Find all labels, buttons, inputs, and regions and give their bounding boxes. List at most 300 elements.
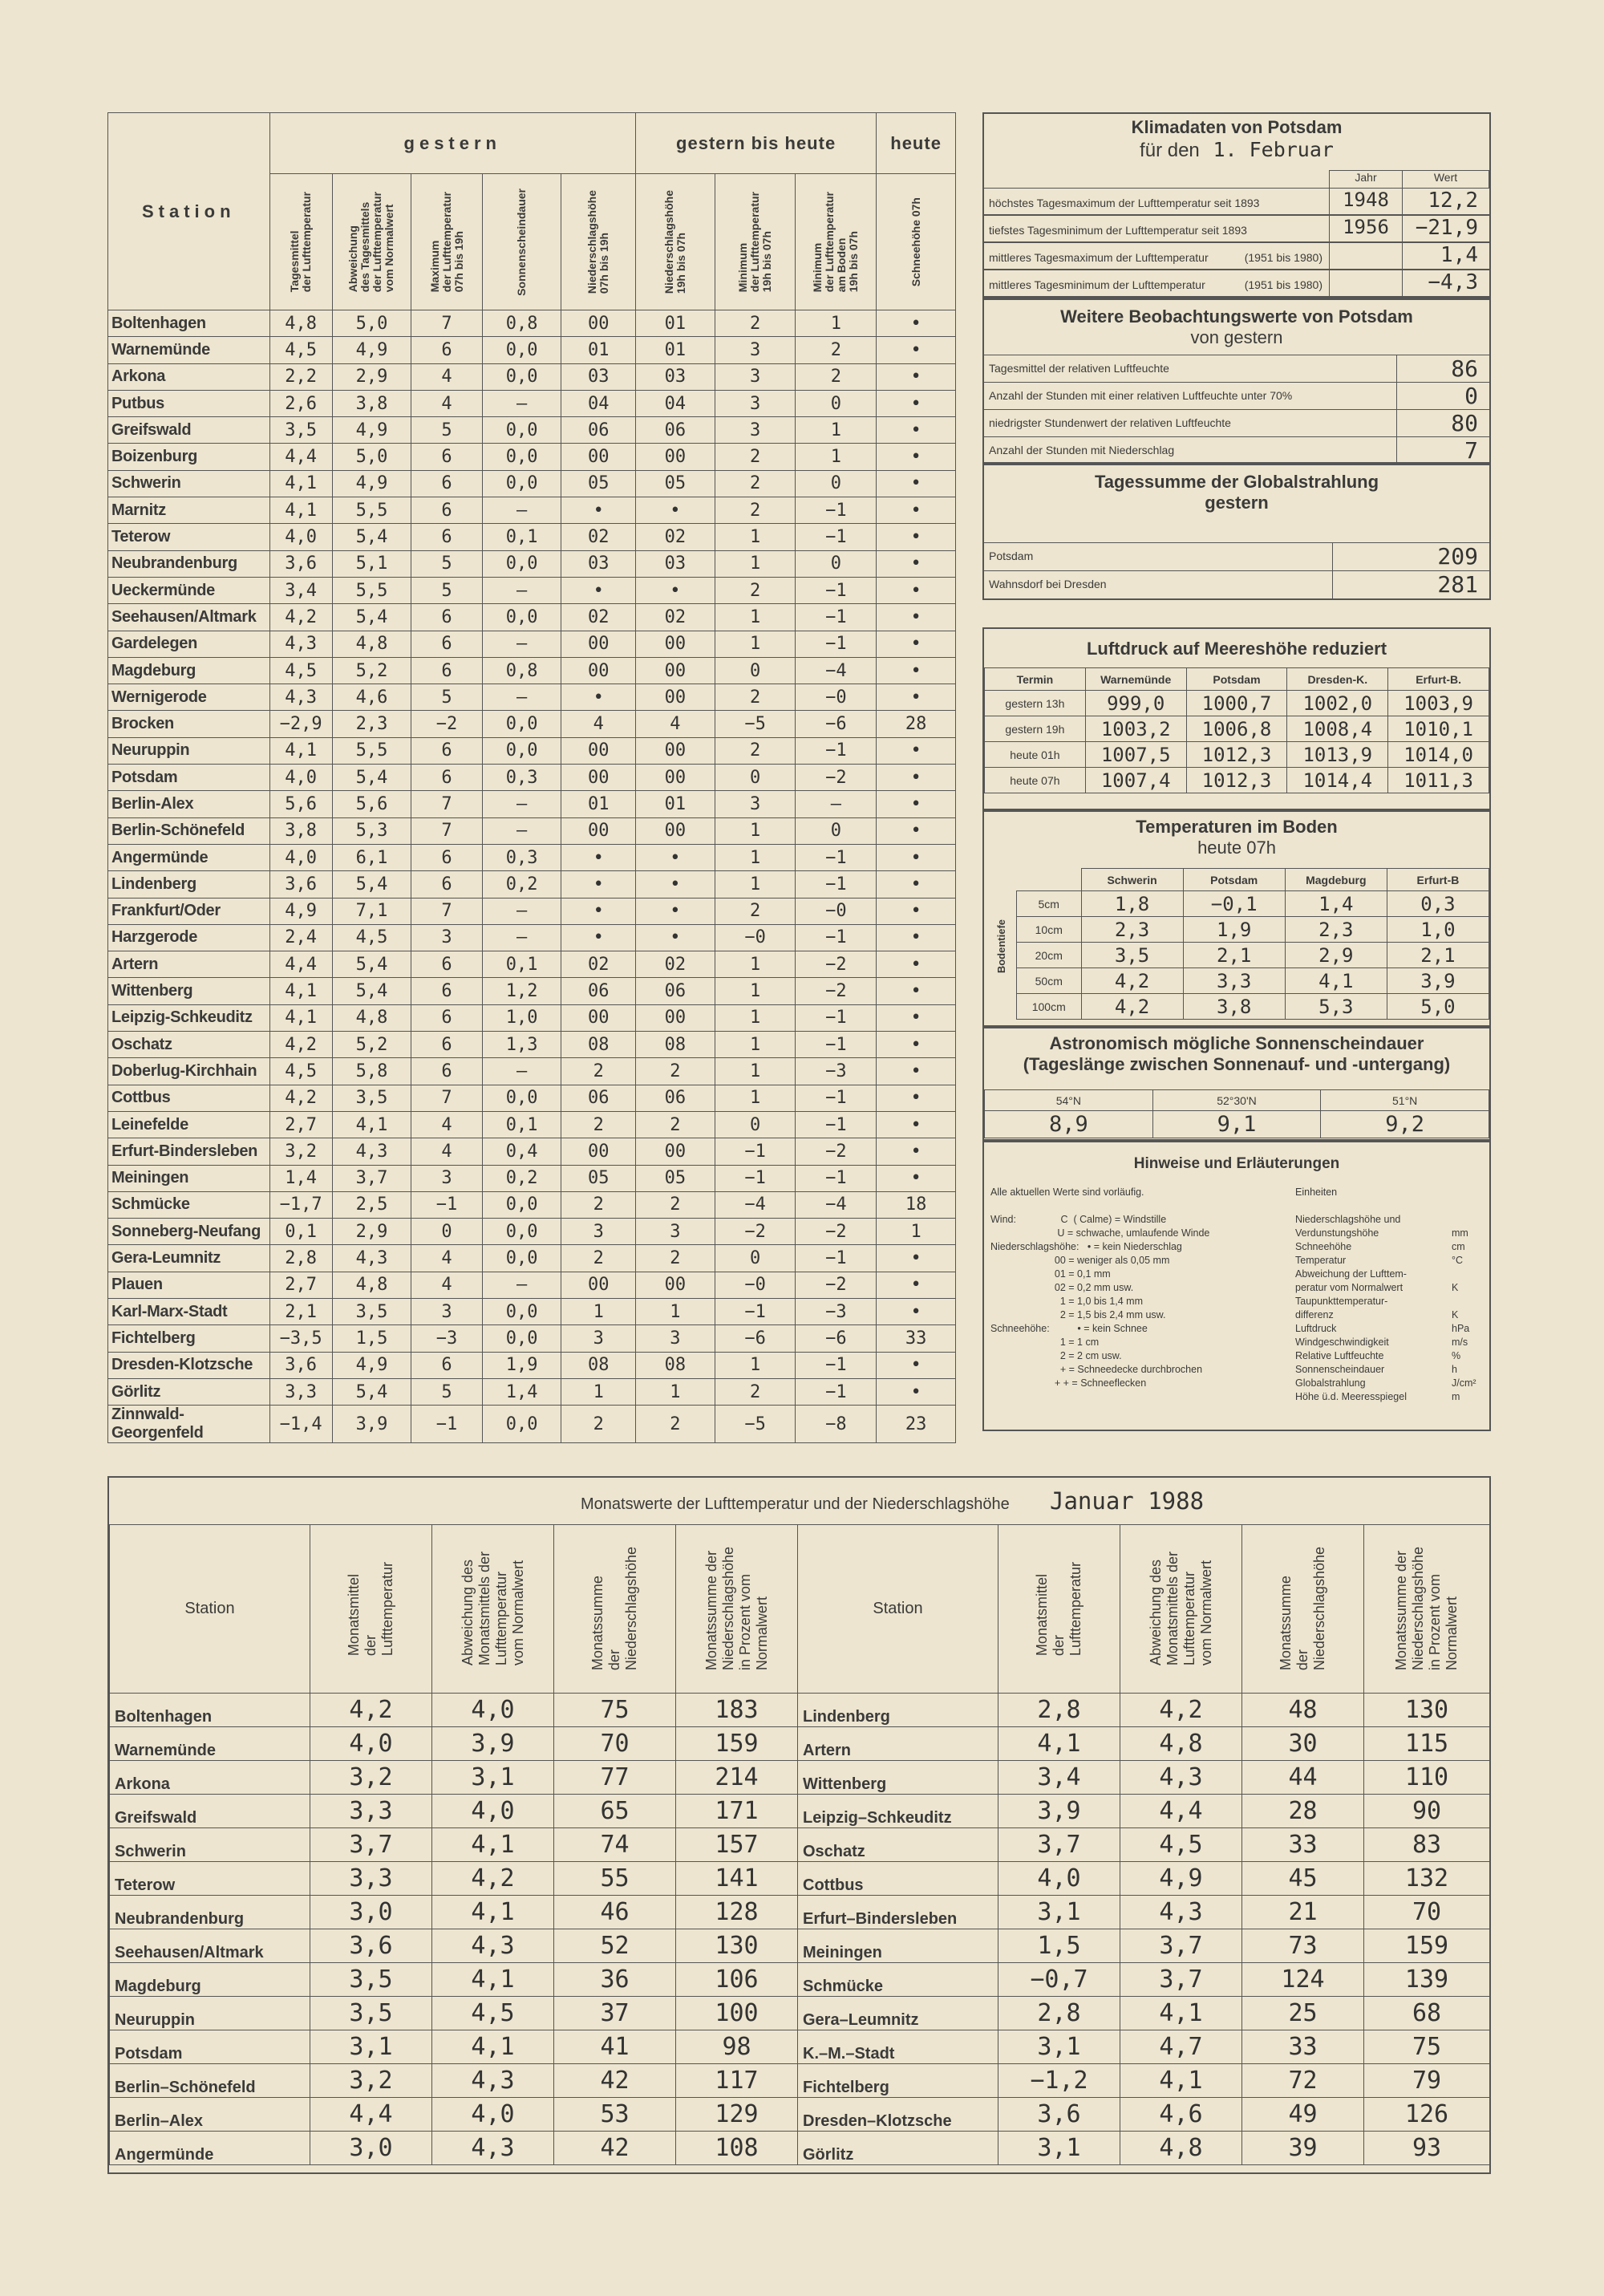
monthly-value: 93 [1364,2132,1490,2165]
daily-value: −8 [796,1406,877,1443]
daily-value: −1 [796,1004,877,1031]
daily-value: −1 [796,524,877,550]
daily-value: −3 [796,1298,877,1324]
daily-value: • [877,871,956,898]
daily-value: • [561,898,636,924]
daily-value: −1 [796,871,877,898]
daily-value: • [877,497,956,524]
daily-value: • [877,898,956,924]
daily-value: 1 [715,1032,796,1058]
col-wert: Wert [1403,170,1489,188]
daily-value: 1 [715,871,796,898]
monthly-value: 3,9 [432,1727,554,1761]
daily-value: 4,1 [332,1111,411,1138]
monthly-station-name: Artern [798,1727,998,1761]
daily-value: • [561,684,636,711]
klima-jahr: 1948 [1329,189,1403,214]
daily-value: 08 [636,1352,715,1378]
daily-value: — [482,577,561,603]
monthly-value: 159 [1364,1929,1490,1963]
daily-value: 4,4 [269,951,332,978]
daily-value: 3,6 [269,871,332,898]
daily-value: 5,8 [332,1058,411,1085]
monthly-value: 4,1 [998,1727,1120,1761]
hinweise-panel [982,1141,1491,1431]
daily-value: −1 [796,1111,877,1138]
monthly-station-name: Leipzig–Schkeuditz [798,1795,998,1828]
daily-value: −1 [411,1191,482,1218]
daily-value: 3 [411,1165,482,1191]
daily-value: 05 [636,470,715,497]
monthly-value: 4,7 [1120,2030,1242,2064]
luftdruck-row [985,691,1489,716]
daily-value: 4,8 [332,631,411,657]
daily-value: 4,1 [269,1004,332,1031]
daily-value: 00 [636,444,715,470]
daily-value: 4,3 [332,1138,411,1165]
daily-value: 5 [411,1378,482,1405]
daily-value: 04 [636,390,715,416]
station-name: Marnitz [108,497,270,524]
daily-value: 00 [561,310,636,337]
daily-value: • [877,417,956,444]
daily-value: 6 [411,657,482,684]
daily-value: −1 [796,924,877,951]
monthly-value: 4,0 [310,1727,432,1761]
daily-value: 1,2 [482,978,561,1004]
daily-value: −0 [796,684,877,711]
monthly-value: 4,1 [432,2030,554,2064]
monthly-value: 4,5 [432,1997,554,2030]
daily-value: −2 [796,1219,877,1245]
daily-value: • [877,684,956,711]
klimadaten-date: 1. Februar [1213,138,1334,161]
group-heute: heute [877,113,956,174]
daily-value: −1 [796,1378,877,1405]
astro-subtitle: (Tageslänge zwischen Sonnenauf- und -untergang) [1023,1054,1451,1074]
daily-value: 02 [561,604,636,631]
monthly-value: 3,5 [310,1963,432,1997]
monthly-value: −1,2 [998,2064,1120,2098]
monthly-value: 3,2 [310,1761,432,1795]
daily-station-row [108,1378,956,1405]
daily-value: 08 [561,1352,636,1378]
daily-value: 3 [715,337,796,363]
weitere-subtitle: von gestern [1190,327,1283,347]
hinweise-einheiten: Einheiten Niederschlagshöhe und Verdunstungshöhe Schneehöhe Temperatur Abweichung der Lufttem- peratur vom Normalwert Taupunkttemperatur- differenz Luftdruck Windgeschwindigkeit Relative Luftfeuchte Sonnenscheindauer Globalstrahlung Höhe ü.d. Meeresspiegel [1295,1187,1407,1402]
daily-value: 2 [636,1058,715,1085]
daily-value: • [561,844,636,870]
daily-value: 4,5 [332,924,411,951]
monthly-value: 4,8 [1120,1727,1242,1761]
klima-row: mittleres Tagesmaximum der Lufttemperatur (1951 bis 1980) 1,4 [984,242,1489,270]
boden-row [1017,917,1489,943]
daily-value: 4,8 [332,1272,411,1298]
monthly-row [110,1761,1490,1795]
daily-value: 01 [636,791,715,817]
daily-value: • [877,1165,956,1191]
pressure-value: 1014,0 [1388,742,1489,768]
monthly-value: 183 [676,1694,798,1727]
monthly-value: 25 [1242,1997,1364,2030]
daily-station-row [108,978,956,1004]
daily-value: 5,0 [332,310,411,337]
monthly-value: 37 [554,1997,676,2030]
daily-value: 4 [636,711,715,737]
daily-value: 5,3 [332,817,411,844]
daily-value: 1 [636,1298,715,1324]
daily-value: 4,3 [269,684,332,711]
hinweise-title: Hinweise und Erläuterungen [1133,1155,1340,1172]
daily-value: — [482,631,561,657]
monthly-value: 4,8 [1120,2132,1242,2165]
daily-value: 3,4 [269,577,332,603]
daily-station-row [108,497,956,524]
daily-value: 6 [411,444,482,470]
daily-value: 6 [411,737,482,764]
station-name: Wittenberg [108,978,270,1004]
station-name: Seehausen/Altmark [108,604,270,631]
station-name: Schmücke [108,1191,270,1218]
klima-row: tiefstes Tagesminimum der Lufttemperatur seit 1893 1956 −21,9 [984,215,1489,242]
monthly-value: 52 [554,1929,676,1963]
daily-value: 6 [411,604,482,631]
monthly-station-name: Berlin–Schönefeld [110,2064,310,2098]
sonnenscheindauer-panel [982,1027,1491,1141]
daily-value: • [877,951,956,978]
station-name: Görlitz [108,1378,270,1405]
soil-temp-value: 2,9 [1285,943,1387,968]
daily-value: — [482,924,561,951]
daily-station-row [108,417,956,444]
station-name: Fichtelberg [108,1325,270,1352]
monthly-value: 100 [676,1997,798,2030]
monthly-value: 3,6 [998,2098,1120,2132]
daily-value: 0,1 [482,951,561,978]
monthly-value: 157 [676,1828,798,1862]
daily-value: 1 [715,524,796,550]
daily-value: 4,2 [269,1085,332,1111]
monthly-value: 2,8 [998,1694,1120,1727]
monthly-value: 2,8 [998,1997,1120,2030]
globalstrahlung-title: Tagessumme der Globalstrahlung [1094,472,1379,492]
daily-value: 23 [877,1406,956,1443]
daily-value: −4 [796,657,877,684]
monthly-value: 130 [676,1929,798,1963]
daily-value: 2 [561,1406,636,1443]
observation-value: 209 [1437,543,1478,570]
monthly-value: 129 [676,2098,798,2132]
daily-value: 5,0 [332,444,411,470]
luftdruck-table [984,667,1489,793]
daily-value: 4,2 [269,604,332,631]
pressure-value: 1003,9 [1388,691,1489,716]
daily-col-header: Minimum der Lufttemperatur am Boden 19h bis 07h [796,174,877,310]
daily-value: −6 [715,1325,796,1352]
daily-value: 1 [715,1004,796,1031]
station-name: Leinefelde [108,1111,270,1138]
monthly-value: 132 [1364,1862,1490,1896]
monthly-value: 4,9 [1120,1862,1242,1896]
daily-value: −1 [796,1085,877,1111]
station-name: Neubrandenburg [108,550,270,577]
daily-value: 5,2 [332,1032,411,1058]
daily-value: • [561,497,636,524]
monthly-value: 3,9 [998,1795,1120,1828]
daily-value: 0,0 [482,1219,561,1245]
pressure-value: 1006,8 [1186,716,1287,742]
pressure-value: 1010,1 [1388,716,1489,742]
daily-value: 01 [636,337,715,363]
daily-value: −1 [796,1352,877,1378]
boden-col-header: Erfurt-B [1387,869,1489,891]
daily-value: 0,0 [482,1191,561,1218]
daily-value: −4 [715,1191,796,1218]
daily-value: 3 [715,417,796,444]
termin-label: heute 07h [985,768,1086,793]
daily-value: 1,0 [482,1004,561,1031]
monthly-value: 30 [1242,1727,1364,1761]
daily-value: • [877,337,956,363]
monthly-value: 4,1 [432,1828,554,1862]
luftdruck-col-header: Erfurt-B. [1388,668,1489,691]
daily-value: 1 [715,951,796,978]
daily-value: • [877,1298,956,1324]
station-name: Potsdam [108,765,270,791]
soil-temp-value: −0,1 [1183,891,1285,917]
daily-station-row [108,604,956,631]
pressure-value: 999,0 [1085,691,1186,716]
monthly-value: 28 [1242,1795,1364,1828]
daily-station-row [108,1191,956,1218]
depth-label: 50cm [1017,968,1082,994]
daily-value: 28 [877,711,956,737]
daily-value: 3,2 [269,1138,332,1165]
daily-station-row [108,1032,956,1058]
depth-label: 10cm [1017,917,1082,943]
daily-value: 4,9 [332,417,411,444]
daily-value: 00 [561,657,636,684]
daily-value: • [877,550,956,577]
monthly-station-name: Wittenberg [798,1761,998,1795]
klima-wert: 12,2 [1428,189,1478,213]
daily-value: • [877,390,956,416]
daily-value: • [636,898,715,924]
monthly-station-name: Schwerin [110,1828,310,1862]
daily-value: 4,1 [269,737,332,764]
klima-wert: 1,4 [1440,243,1478,267]
station-name: Boizenburg [108,444,270,470]
sunshine-value: 9,1 [1152,1111,1321,1138]
monthly-station-name: Meiningen [798,1929,998,1963]
soil-temp-value: 5,0 [1387,994,1489,1020]
daily-value: 2 [715,470,796,497]
bodentemperatur-subtitle: heute 07h [1197,838,1276,858]
daily-value: 00 [561,1004,636,1031]
daily-value: 1,9 [482,1352,561,1378]
daily-value: 00 [561,765,636,791]
monthly-col-header: Monatssumme der Niederschlagshöhe [1242,1525,1364,1694]
daily-station-row [108,470,956,497]
monthly-station-name: Greifswald [110,1795,310,1828]
daily-value: • [877,604,956,631]
station-name: Angermünde [108,844,270,870]
daily-value: 2 [561,1245,636,1272]
daily-value: 5 [411,684,482,711]
monthly-value: 4,1 [1120,2064,1242,2098]
daily-value: 2 [796,337,877,363]
monthly-value: 36 [554,1963,676,1997]
daily-value: 2 [636,1406,715,1443]
monthly-value: 108 [676,2132,798,2165]
daily-value: — [796,791,877,817]
station-name: Gera-Leumnitz [108,1245,270,1272]
klima-jahr [1329,243,1403,269]
pressure-value: 1003,2 [1085,716,1186,742]
daily-value: 4,0 [269,844,332,870]
monthly-value: 106 [676,1963,798,1997]
boden-col-header: Potsdam [1183,869,1285,891]
boden-row [1017,994,1489,1020]
daily-value: 0,4 [482,1138,561,1165]
daily-value: 1,4 [269,1165,332,1191]
monthly-value: 4,2 [432,1862,554,1896]
monthly-value: 4,0 [432,2098,554,2132]
daily-value: −1 [796,844,877,870]
daily-value: • [636,844,715,870]
monthly-value: 214 [676,1761,798,1795]
daily-value: 5 [411,577,482,603]
monthly-value: 68 [1364,1997,1490,2030]
daily-value: 2 [796,363,877,390]
station-name: Karl-Marx-Stadt [108,1298,270,1324]
weitere-title: Weitere Beobachtungswerte von Potsdam [1060,306,1413,327]
daily-value: • [877,631,956,657]
daily-value: 0,0 [482,737,561,764]
pressure-value: 1002,0 [1287,691,1388,716]
monthly-value: 128 [676,1896,798,1929]
monthly-value: 4,6 [1120,2098,1242,2132]
daily-value: −1 [796,1165,877,1191]
daily-station-row [108,550,956,577]
daily-value: 1 [561,1298,636,1324]
soil-temp-value: 1,0 [1387,917,1489,943]
daily-station-row [108,737,956,764]
daily-station-row [108,1245,956,1272]
daily-value: 5,4 [332,524,411,550]
daily-value: 1 [715,604,796,631]
station-name: Harzgerode [108,924,270,951]
astro-table [984,1089,1489,1138]
depth-label: 20cm [1017,943,1082,968]
daily-value: 2,4 [269,924,332,951]
daily-value: 00 [636,1138,715,1165]
soil-temp-value: 4,2 [1081,968,1183,994]
monthly-value: 3,0 [310,2132,432,2165]
station-name: Cottbus [108,1085,270,1111]
daily-value: 6 [411,1058,482,1085]
daily-value: 5,6 [332,791,411,817]
daily-value: • [877,363,956,390]
klima-wert: −21,9 [1415,216,1478,240]
daily-value: 4 [411,1245,482,1272]
monthly-value: 4,0 [432,1795,554,1828]
monthly-station-name: Neuruppin [110,1997,310,2030]
daily-value: 01 [636,310,715,337]
daily-station-row [108,1138,956,1165]
monthly-value: 79 [1364,2064,1490,2098]
soil-temp-value: 1,9 [1183,917,1285,943]
daily-value: 00 [636,631,715,657]
monthly-value: 3,1 [998,2132,1120,2165]
daily-value: 1 [877,1219,956,1245]
latitude-header: 52°30'N [1152,1090,1321,1111]
termin-label: gestern 19h [985,716,1086,742]
daily-value: −0 [715,924,796,951]
daily-col-header: Niederschlagshöhe 19h bis 07h [636,174,715,310]
monthly-station-name: Angermünde [110,2132,310,2165]
station-name: Berlin-Alex [108,791,270,817]
monthly-row [110,2030,1490,2064]
daily-value: • [877,1085,956,1111]
station-name: Oschatz [108,1032,270,1058]
daily-col-header: Schneehöhe 07h [877,174,956,310]
klima-row: mittleres Tagesminimum der Lufttemperatur (1951 bis 1980) −4,3 [984,270,1489,297]
daily-value: 5,5 [332,497,411,524]
luftdruck-col-header: Termin [985,668,1086,691]
daily-station-row [108,363,956,390]
monthly-value: 3,7 [1120,1963,1242,1997]
daily-value: −5 [715,1406,796,1443]
daily-value: 3 [561,1325,636,1352]
monthly-col-header: Monatsmittel der Lufttemperatur [998,1525,1120,1694]
daily-station-row [108,337,956,363]
monthly-station-name: Seehausen/Altmark [110,1929,310,1963]
station-name: Arkona [108,363,270,390]
hinweise-einheiten-units: mm cm °C K K hPa m/s % h J/cm² m [1452,1227,1476,1402]
soil-temp-value: 5,3 [1285,994,1387,1020]
daily-value: 2,9 [332,1219,411,1245]
daily-station-row [108,631,956,657]
monthly-value: 3,3 [310,1795,432,1828]
daily-value: 05 [636,1165,715,1191]
daily-station-row [108,951,956,978]
soil-temp-value: 1,8 [1081,891,1183,917]
daily-col-header: Niederschlagshöhe 07h bis 19h [561,174,636,310]
daily-value: −0 [715,1272,796,1298]
monthly-col-header: Abweichung des Monatsmittels der Lufttemperatur vom Normalwert [1120,1525,1242,1694]
daily-value: 0,0 [482,1245,561,1272]
daily-value: −6 [796,1325,877,1352]
monthly-value: 46 [554,1896,676,1929]
daily-value: 1 [715,817,796,844]
station-name: Wernigerode [108,684,270,711]
daily-value: −1 [796,604,877,631]
station-name: Meiningen [108,1165,270,1191]
daily-station-row [108,844,956,870]
monthly-col-header: Monatssumme der Niederschlagshöhe in Prozent vom Normalwert [676,1525,798,1694]
monthly-value: 139 [1364,1963,1490,1997]
soil-temp-value: 3,8 [1183,994,1285,1020]
soil-temp-value: 2,1 [1387,943,1489,968]
monthly-title-row [109,1478,1489,1524]
monthly-station-name: Potsdam [110,2030,310,2064]
daily-value: 5,4 [332,1378,411,1405]
daily-value: 0,0 [482,1298,561,1324]
soil-temp-value: 4,1 [1285,968,1387,994]
soil-temp-value: 0,3 [1387,891,1489,917]
monthly-value: 65 [554,1795,676,1828]
